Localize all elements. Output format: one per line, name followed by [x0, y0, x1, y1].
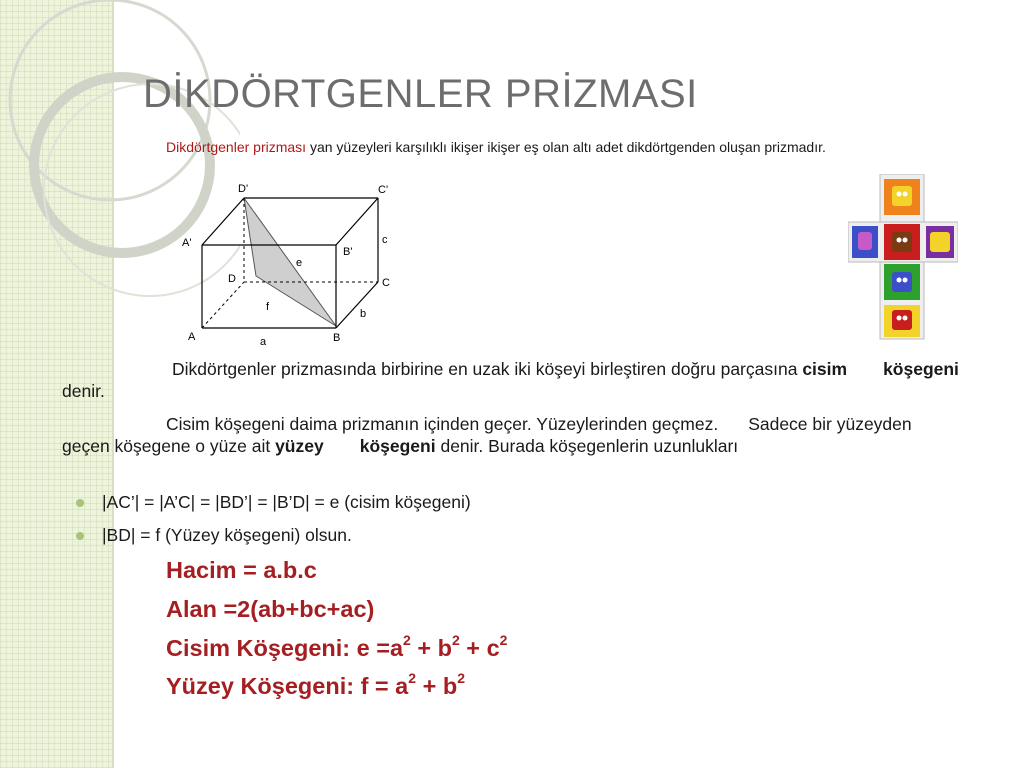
space-diagonal-formula: Cisim Köşegeni: $e =a^2 + b^2 + c^2$ — [166, 632, 508, 661]
label-c: C — [382, 277, 390, 289]
cube-net-illustration — [848, 174, 958, 344]
face-diagonal-formula: Yüzey Köşegeni: $f = a^2 + b^2$ — [166, 670, 465, 699]
label-b-prime: B' — [343, 246, 353, 258]
bullet-icon — [76, 532, 84, 540]
diagonal-label-e: e — [296, 257, 303, 269]
space-diagonal-paragraph: Dikdörtgenler prizmasında birbirine en uzak iki köşeyi birleştiren doğru parçasına cisim köşegeni denir. — [62, 359, 959, 401]
label-d: D — [228, 273, 236, 285]
edge-label-a: a — [260, 336, 267, 348]
diagonal-label-f: f — [266, 301, 270, 313]
face-diagonal-paragraph: Cisim köşegeni daima prizmanın içinden geçer. Yüzeylerinden geçmez. Sadece bir yüzeyden geçen köşegene o yüze ait yüzey köşegeni denir. Burada köşegenlerin uzunlukları — [62, 414, 912, 456]
list-item: |BD| = f (Yüzey köşegeni) olsun. — [76, 525, 352, 546]
diagonal-triangle — [244, 198, 336, 326]
rectangular-prism-diagram — [176, 178, 406, 348]
label-a: A — [188, 331, 196, 343]
label-b: B — [333, 332, 341, 344]
highlighted-term: Dikdörtgenler prizması — [166, 139, 307, 155]
bullet-icon — [76, 499, 84, 507]
list-item: |AC’| = |A’C| = |BD’| = |B’D| = e (cisim köşegeni) — [76, 492, 471, 513]
edge-label-c: c — [382, 234, 388, 246]
volume-formula: Hacim = a.b.c — [166, 557, 317, 583]
label-a-prime: A' — [182, 237, 192, 249]
label-c-prime: C' — [378, 184, 389, 196]
label-d-prime: D' — [238, 183, 249, 195]
page-title: DİKDÖRTGENLER PRİZMASI — [143, 72, 698, 116]
edge-label-b: b — [360, 308, 367, 320]
definition-text: yan yüzeyleri karşılıklı ikişer ikişer eş olan altı adet dikdörtgenden oluşan prizmadır. — [306, 139, 826, 155]
definition-paragraph — [62, 137, 962, 157]
area-formula: Alan =2(ab+bc+ac) — [166, 596, 375, 622]
